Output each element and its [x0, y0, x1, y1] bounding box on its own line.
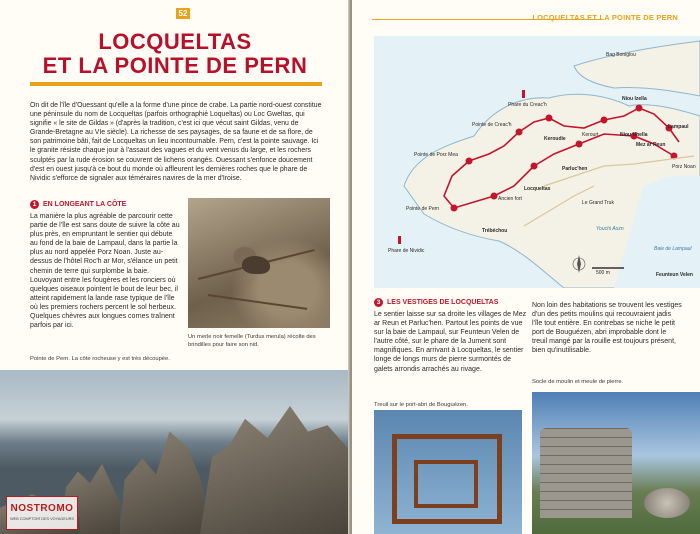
label-parluchen: Parluc'hen — [562, 166, 588, 172]
section-1-title: EN LONGEANT LA CÔTE — [43, 201, 127, 208]
label-niou-izella: Niou Izella — [622, 96, 647, 102]
running-head-text: LOCQUELTAS ET LA POINTE DE PERN — [532, 13, 678, 22]
section-1-number: 1 — [30, 200, 39, 209]
label-keroudie: Keroudie — [544, 136, 566, 142]
lighthouse-icon — [398, 236, 401, 244]
label-scale: 500 m — [596, 270, 610, 276]
label-baie-lampaul: Baie de Lampaul — [654, 246, 692, 252]
label-pointe-creach: Pointe de Creac'h — [472, 122, 512, 128]
label-phare-creach: Phare du Creac'h — [508, 102, 547, 108]
label-phare-nividic: Phare de Nividic — [388, 248, 425, 254]
rock — [200, 406, 350, 534]
column-2-body: Non loin des habitations se trouvent les vestiges d'un des petits moulins qui recouvraient jadis l'île tout entière. En contrebas se niche le petit port de Bouguézen, abri improbable dont le treuil mangé par la rouille est toujours présent, bien qu'inutilisable. — [532, 302, 682, 355]
moulin-photo — [532, 392, 700, 534]
section-3-title: LES VESTIGES DE LOCQUELTAS — [387, 299, 499, 306]
logo-brand: NOSTROMO — [10, 503, 74, 514]
label-porz-noan: Porz Noan — [672, 164, 696, 170]
label-trebeheou: Trébéchou — [482, 228, 508, 234]
lighthouse-icon — [522, 90, 525, 98]
rock — [120, 426, 210, 534]
label-feunteun: Feunteun Velen — [656, 272, 693, 278]
page-title — [40, 30, 310, 78]
nostromo-logo — [6, 496, 78, 530]
trail-marker — [531, 163, 538, 170]
label-kerourt: Kerourt — [582, 132, 599, 138]
trail-marker — [546, 115, 553, 122]
label-pointe-pern: Pointe de Pern — [406, 206, 440, 212]
right-page — [352, 0, 700, 534]
title-line-2: ET LA POINTE DE PERN — [42, 53, 308, 78]
title-line-1: LOCQUELTAS — [98, 29, 252, 54]
label-pointe-porz-mea: Pointe de Porz Mea — [414, 152, 458, 158]
intro-paragraph: On dit de l'île d'Ouessant qu'elle a la forme d'une pince de crabe. La partie nord-ouest constitue une péninsule du nom de Locqueltas (parfois orthographié Loqueltas) ou Loc Gweltas, qui signifie « le site de Gildas » (d'après la tradition, c'est ici que vécut saint Gildas, venu de Grande-Bretagne au VIe siècle). La richesse de ses paysages, de sa faune et de sa flore, de son patrimoine bâti, fait de Locqueltas un lieu incontournable. Pern, c'est la pointe sauvage. Ici le granite résiste chaque jour à l'assaut des vagues et du vent venus du large, et les rochers sculptés par la rude érosion se couvrent de lichens orangés. Ouessant s'enfonce doucement d'est en ouest jusqu'à ce bout du monde où affleurent les dernières roches que le phare de Nividic s'efforce de signaler aux téméraires navires de la mer d'Iroise. — [30, 102, 322, 182]
twig — [208, 294, 307, 310]
north-east-land — [574, 41, 700, 96]
pern-caption: Pointe de Pern. La côte rocheuse y est très découpée. — [30, 356, 170, 362]
treuil-photo — [374, 410, 522, 534]
bird-caption: Un merle noir femelle (Turdus merula) récolte des brindilles pour faire son nid. — [188, 334, 316, 348]
socle-caption: Socle de moulin et meule de pierre. — [532, 379, 624, 385]
mill-base — [540, 428, 632, 518]
blackbird — [242, 256, 270, 274]
label-bag-boniglou: Bag Boniglou — [606, 52, 636, 58]
millstone — [644, 488, 690, 518]
label-lampaul: Lampaul — [668, 124, 689, 130]
treuil-drum — [414, 460, 478, 508]
trail-marker — [451, 205, 458, 212]
trail-marker — [636, 105, 643, 112]
logo-tagline: WEB COMPTOIR DES VOYAGEURS — [10, 517, 74, 521]
section-1-body: La manière la plus agréable de parcourir cette partie de l'île est sans doute de suivre la côte au plus près, en empruntant le sentier qui débute au fond de la baie de Lampaul, dans la partie la plus au nord appelée Porz Noan. Juste au-dessus de l'hôtel Roc'h ar Mor, s'élance un petit chemin de terre qui surplombe la baie. Louvoyant entre les fougères et les ronciers où quelques oiseaux pointent le bout de leur bec, il atteint rapidement la lande rase typique de l'île où les premiers rochers percent le sol herbeux. Quelques chèvres aux longues cornes traînent parfois par ici. — [30, 213, 180, 330]
trail-marker — [601, 117, 608, 124]
trail-marker — [466, 158, 473, 165]
page-number: 52 — [176, 8, 190, 19]
section-3-heading — [374, 298, 498, 307]
section-1-heading — [30, 200, 126, 209]
label-youchi: Youchi Aozn — [596, 226, 624, 232]
label-niou-uhella: Niou Uhella — [620, 132, 648, 138]
trail-marker — [576, 141, 583, 148]
label-mez-ar-reun: Mez ar Reun — [636, 142, 666, 148]
trail-marker — [491, 193, 498, 200]
label-grand-truk: Le Grand Truk — [582, 200, 614, 206]
section-3-body: Le sentier laisse sur sa droite les villages de Mez ar Reun et Parluc'hen. Partout les points de vue sur la baie de Lampaul, sur Feunteun Velen de l'autre côté, sur le phare de la Jument sont magnifiques. En arrivant à Locqueltas, le sentier longe de longs murs de pierre surmontés de galets arrondis arrachés au rivage. — [374, 311, 527, 373]
treuil-caption: Treuil sur le port-abri de Bouguézen. — [374, 402, 468, 408]
section-3-number: 3 — [374, 298, 383, 307]
title-divider — [30, 82, 322, 86]
label-ancien: Ancien fort — [498, 196, 522, 202]
label-locqueltas: Locqueltas — [524, 186, 551, 192]
trail-marker — [516, 129, 523, 136]
locqueltas-map — [374, 36, 700, 288]
blackbird-photo — [188, 198, 330, 328]
